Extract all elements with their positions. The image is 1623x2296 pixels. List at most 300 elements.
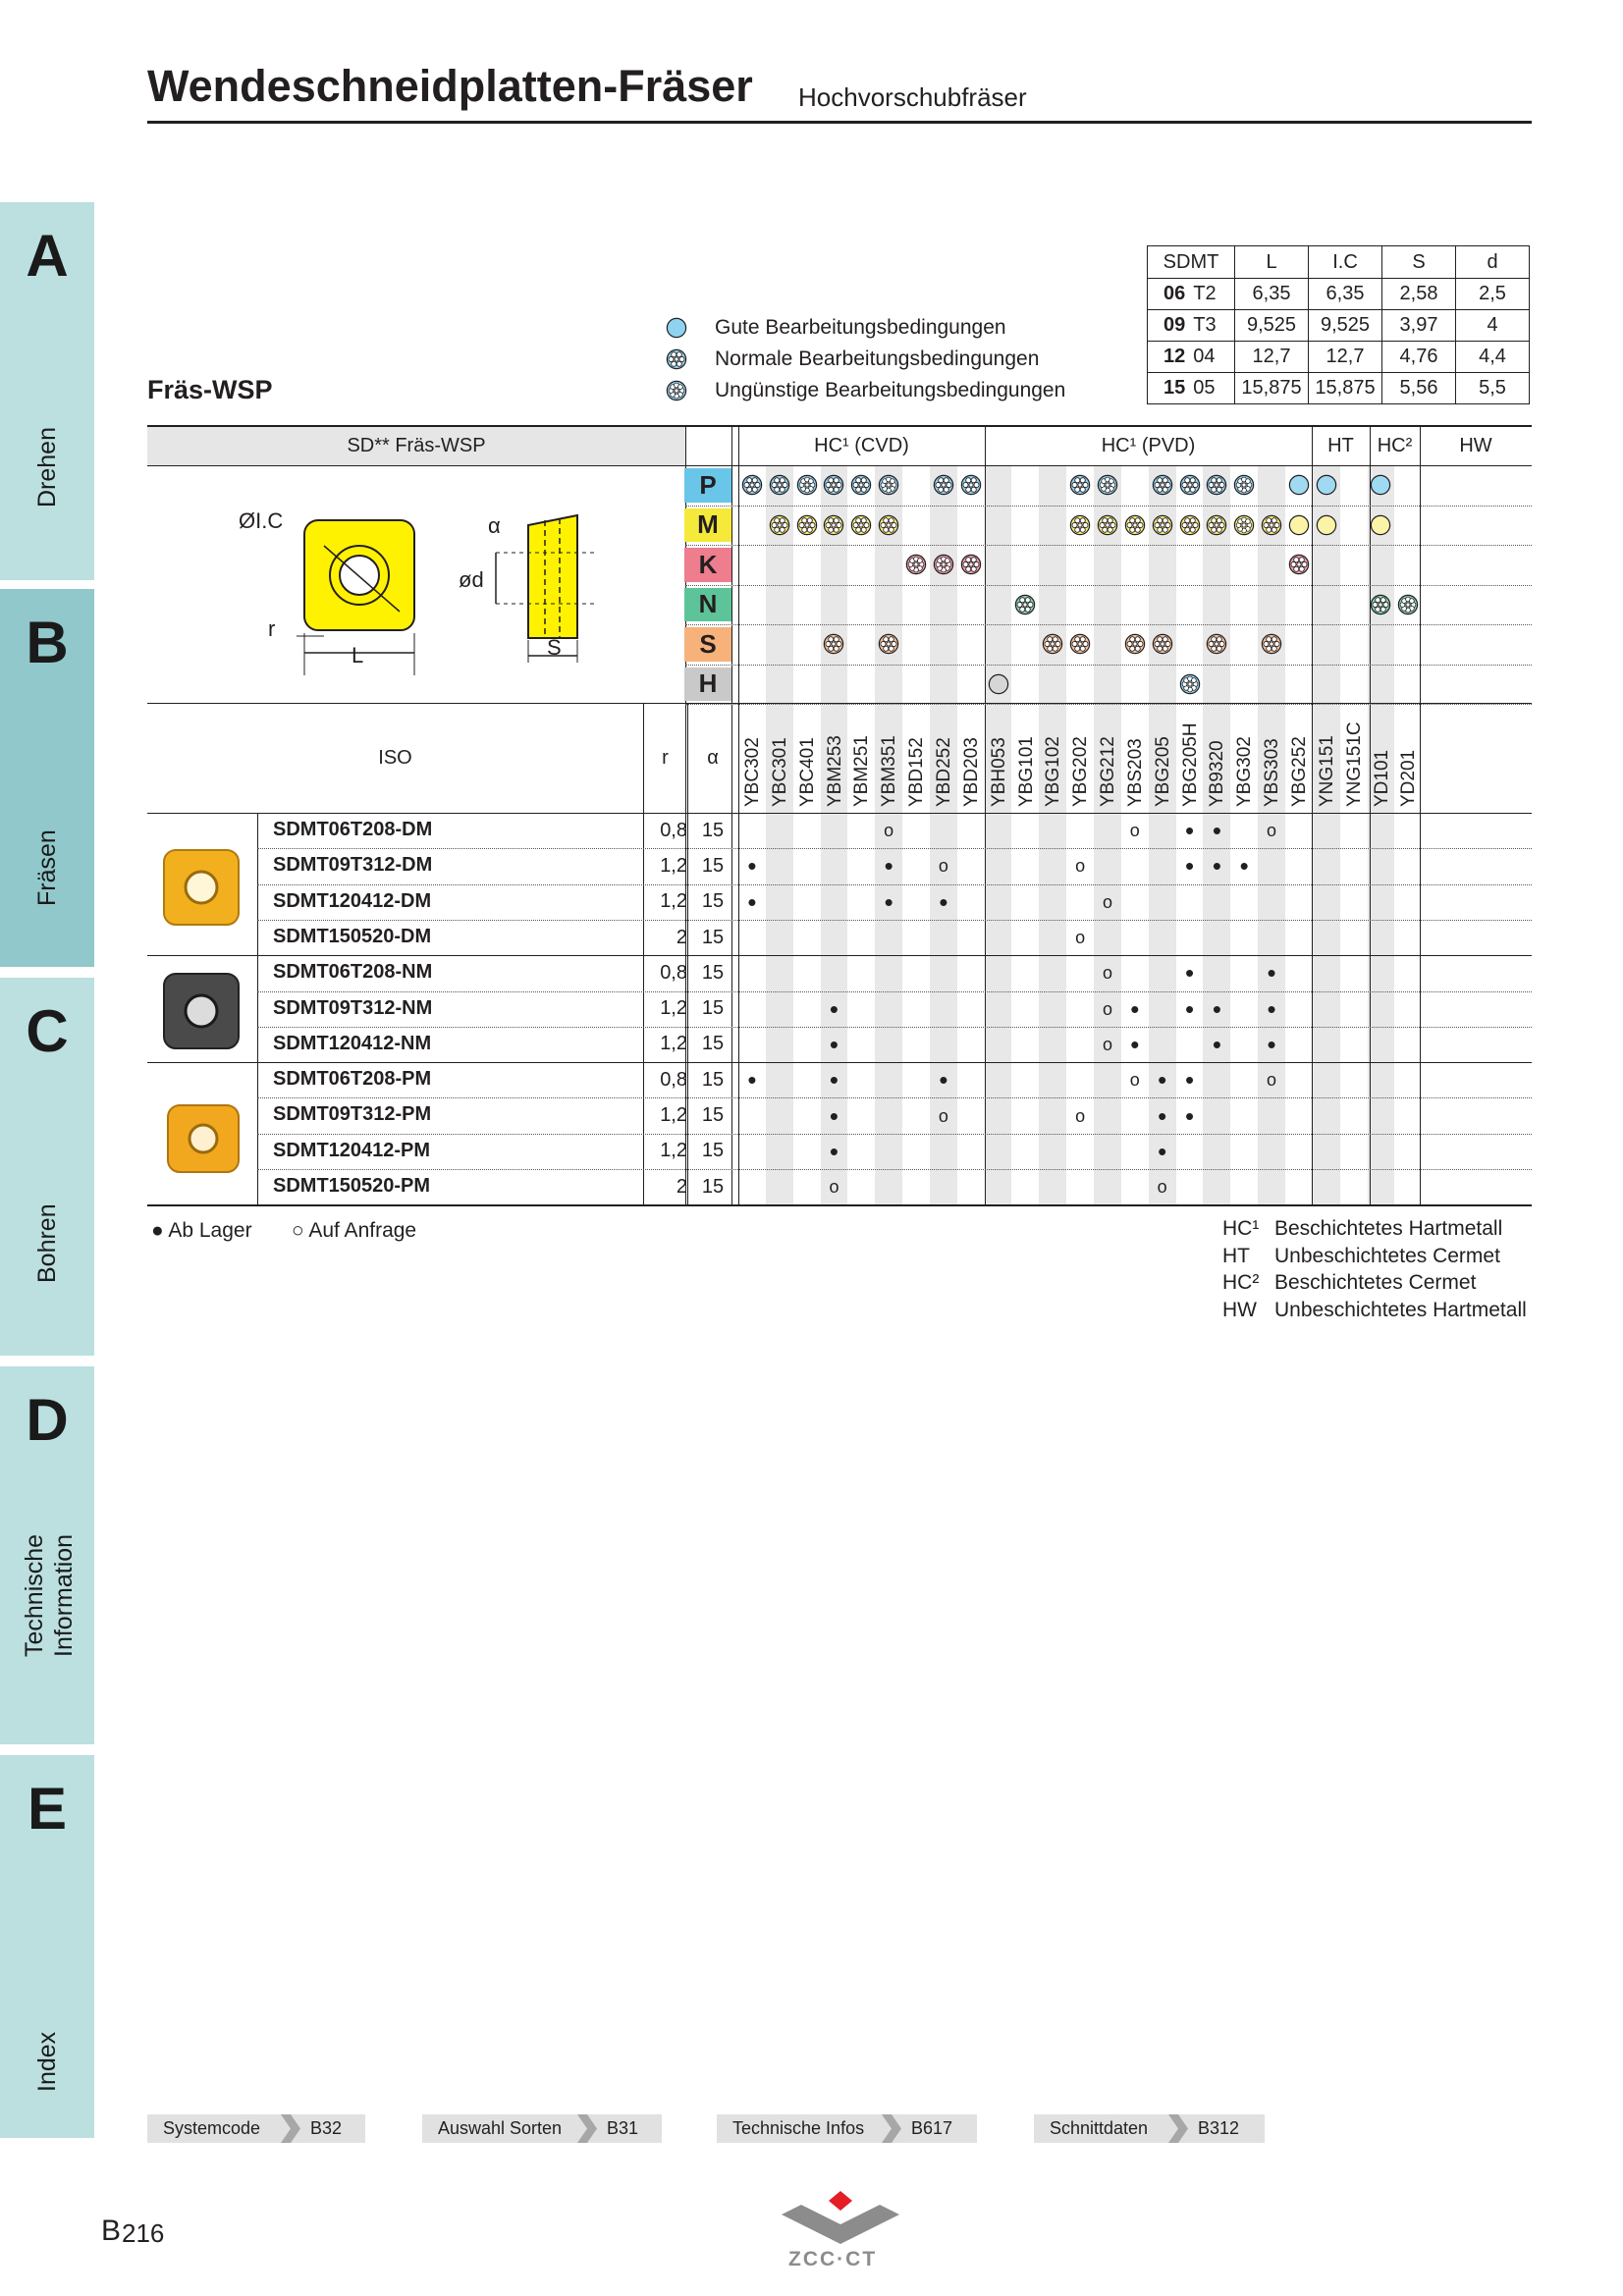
sidebar-tab-name bbox=[32, 2032, 62, 2092]
circle-icon bbox=[666, 317, 687, 339]
grade-name: YBS203 bbox=[1124, 738, 1146, 807]
dims-value-cell: 5,5 bbox=[1456, 373, 1530, 404]
breadcrumb-link[interactable] bbox=[147, 2114, 365, 2143]
breadcrumb-link[interactable] bbox=[1034, 2114, 1265, 2143]
abbreviation-code: HT bbox=[1222, 1244, 1250, 1267]
dims-size: 12 bbox=[1163, 346, 1186, 367]
grade-name: YBG205 bbox=[1152, 736, 1173, 807]
in-stock-mark: • bbox=[1184, 1100, 1195, 1131]
angle-value: 15 bbox=[701, 1104, 725, 1127]
applicability-icon bbox=[1288, 554, 1310, 575]
in-stock-mark: • bbox=[1212, 816, 1221, 846]
in-stock-mark: • bbox=[1130, 993, 1140, 1024]
dims-value-cell: 5,56 bbox=[1382, 373, 1456, 404]
in-stock-mark: • bbox=[1212, 1029, 1221, 1059]
applicability-icon bbox=[960, 554, 982, 575]
page-subtitle: Hochvorschubfräser bbox=[798, 82, 1027, 112]
sidebar-tab-name-line: Index bbox=[33, 2031, 61, 2092]
abbreviation-code: HC¹ bbox=[1222, 1217, 1260, 1240]
applicability-icon bbox=[1152, 474, 1173, 496]
applicability-icon bbox=[1069, 474, 1091, 496]
applicability-icon bbox=[1233, 474, 1255, 496]
shaded-column bbox=[1094, 465, 1121, 1204]
grade-group-header: HC¹ (CVD) bbox=[814, 434, 909, 456]
applicability-icon bbox=[1124, 514, 1146, 536]
dims-value-cell: 15,875 bbox=[1309, 373, 1382, 404]
radius-value: 1,2 bbox=[660, 890, 687, 913]
dims-header-cell: SDMT bbox=[1148, 246, 1235, 279]
angle-value: 15 bbox=[701, 819, 725, 841]
alpha-label: α bbox=[488, 513, 501, 538]
dims-row bbox=[1148, 310, 1530, 342]
applicability-icon bbox=[769, 514, 790, 536]
radius-value: 0,8 bbox=[660, 819, 687, 841]
group-rule bbox=[1370, 426, 1371, 1204]
in-stock-mark: • bbox=[1184, 851, 1195, 881]
on-request-mark: o bbox=[1267, 821, 1277, 841]
dims-header-cell: d bbox=[1456, 246, 1530, 279]
iso-code: SDMT150520-DM bbox=[273, 925, 432, 947]
legend-text: Normale Bearbeitungsbedingungen bbox=[715, 347, 1040, 370]
breadcrumb-link[interactable] bbox=[422, 2114, 662, 2143]
in-stock-mark: • bbox=[1184, 816, 1195, 846]
dims-code: T2 bbox=[1193, 283, 1217, 304]
in-stock-mark: • bbox=[1267, 958, 1276, 988]
dims-size: 06 bbox=[1163, 283, 1186, 304]
dims-value-cell: 12,7 bbox=[1309, 342, 1382, 373]
dims-value-cell: 15,875 bbox=[1235, 373, 1309, 404]
material-row-rule bbox=[685, 545, 1532, 546]
radius-value: 1,2 bbox=[660, 854, 687, 877]
abbreviation-text: Unbeschichtetes Cermet bbox=[1274, 1244, 1500, 1267]
shaded-column bbox=[985, 465, 1012, 1204]
page-number-prefix: B bbox=[101, 2215, 122, 2247]
iso-code: SDMT120412-NM bbox=[273, 1032, 432, 1054]
breadcrumb-label: Systemcode bbox=[163, 2118, 261, 2138]
angle-value: 15 bbox=[701, 997, 725, 1020]
on-request-mark: o bbox=[1075, 856, 1086, 877]
grade-name: YBG202 bbox=[1070, 736, 1092, 807]
grade-name: YNG151C bbox=[1343, 721, 1365, 807]
dims-size-cell bbox=[1148, 279, 1235, 310]
grade-name: YBD203 bbox=[960, 737, 982, 807]
in-stock-mark: • bbox=[1158, 1065, 1167, 1095]
chevron-right-icon bbox=[1166, 2112, 1190, 2145]
angle-value: 15 bbox=[701, 961, 725, 984]
dims-size-cell bbox=[1148, 373, 1235, 404]
applicability-icon bbox=[1097, 474, 1118, 496]
shaded-column bbox=[1368, 465, 1395, 1204]
grade-group-header: HC¹ (PVD) bbox=[1101, 434, 1196, 456]
material-K: K bbox=[684, 548, 731, 582]
material-row-rule bbox=[685, 704, 1532, 705]
dims-value-cell: 3,97 bbox=[1382, 310, 1456, 342]
radius-value: 2 bbox=[676, 926, 687, 948]
sidebar-tab-letter: B bbox=[26, 610, 69, 675]
sidebar-tab-name-line: Drehen bbox=[33, 427, 61, 507]
angle-value: 15 bbox=[701, 890, 725, 913]
applicability-icon bbox=[1152, 633, 1173, 655]
grade-name: YBG212 bbox=[1098, 736, 1119, 807]
abbreviation-text: Beschichtetes Hartmetall bbox=[1274, 1217, 1503, 1240]
insert-photo-pm bbox=[164, 1101, 243, 1176]
page-number: 216 bbox=[122, 2218, 165, 2248]
applicability-icon bbox=[1288, 514, 1310, 536]
in-stock-mark: • bbox=[829, 1100, 839, 1131]
length-label: L bbox=[352, 643, 364, 667]
iso-code: SDMT06T208-DM bbox=[273, 819, 433, 840]
in-stock-mark: • bbox=[1184, 1065, 1195, 1095]
applicability-icon bbox=[1206, 474, 1227, 496]
image-column-rule bbox=[257, 813, 258, 1204]
sidebar-tab-letter: A bbox=[26, 223, 69, 289]
applicability-icon bbox=[1042, 633, 1063, 655]
applicability-icon bbox=[1206, 514, 1227, 536]
section-label: Fräs-WSP bbox=[147, 375, 273, 404]
material-row-rule bbox=[685, 506, 1532, 507]
flower-icon bbox=[666, 348, 687, 370]
dims-value-cell: 9,525 bbox=[1309, 310, 1382, 342]
in-stock-mark: • bbox=[829, 1029, 839, 1059]
applicability-icon bbox=[1233, 514, 1255, 536]
iso-code: SDMT120412-PM bbox=[273, 1139, 431, 1161]
material-row-rule bbox=[685, 624, 1532, 625]
applicability-icon bbox=[1179, 514, 1201, 536]
grade-name: YBD252 bbox=[933, 737, 954, 807]
in-stock-mark: • bbox=[1212, 851, 1221, 881]
grade-name: YBC401 bbox=[796, 737, 818, 807]
grade-name: YBD152 bbox=[906, 737, 928, 807]
sidebar-tab-name bbox=[32, 829, 62, 906]
dense-flower-icon bbox=[666, 380, 687, 401]
applicability-icon bbox=[1370, 594, 1391, 615]
group-row-rule bbox=[147, 955, 1532, 956]
insert-photo-nm bbox=[160, 970, 243, 1052]
dims-value-cell: 2,58 bbox=[1382, 279, 1456, 310]
title-rule bbox=[147, 121, 1532, 124]
in-stock-mark: • bbox=[1267, 1029, 1276, 1059]
applicability-icon bbox=[796, 474, 818, 496]
applicability-icon bbox=[878, 633, 899, 655]
in-stock-mark: • bbox=[1267, 993, 1276, 1024]
dims-value-cell: 4,4 bbox=[1456, 342, 1530, 373]
group-rule bbox=[985, 426, 986, 1204]
rows-top-rule bbox=[147, 813, 1532, 814]
row-rule bbox=[257, 1097, 1532, 1098]
grade-name: YBM253 bbox=[824, 735, 845, 807]
on-request-mark: o bbox=[829, 1177, 839, 1198]
applicability-icon bbox=[988, 673, 1009, 695]
dims-value-cell: 6,35 bbox=[1309, 279, 1382, 310]
breadcrumb-page: B31 bbox=[607, 2118, 639, 2138]
on-request-mark: o bbox=[1075, 1105, 1086, 1126]
in-stock-mark: • bbox=[747, 886, 757, 917]
dims-header-row bbox=[1148, 246, 1530, 279]
dims-row bbox=[1148, 279, 1530, 310]
grade-name: YBH053 bbox=[988, 737, 1009, 807]
in-stock-mark: • bbox=[829, 1065, 839, 1095]
applicability-icon bbox=[1014, 594, 1036, 615]
on-request-mark: o bbox=[938, 1105, 948, 1126]
angle-value: 15 bbox=[701, 1068, 725, 1091]
in-stock-mark: • bbox=[1212, 993, 1221, 1024]
grade-name: YBG302 bbox=[1234, 736, 1256, 807]
shaded-column bbox=[1313, 465, 1340, 1204]
sidebar-tab-name-line: Fräsen bbox=[33, 829, 61, 906]
applicability-icon bbox=[1316, 514, 1337, 536]
in-stock-mark: • bbox=[939, 1065, 948, 1095]
grade-group-header: HT bbox=[1327, 434, 1354, 456]
iso-code: SDMT06T208-PM bbox=[273, 1068, 432, 1091]
applicability-icon bbox=[1316, 474, 1337, 496]
row-rule bbox=[257, 1027, 1532, 1028]
thickness-label: S bbox=[547, 635, 562, 660]
dims-value-cell: 9,525 bbox=[1235, 310, 1309, 342]
grade-name: YBG205H bbox=[1179, 722, 1201, 807]
dimensions-table bbox=[1147, 245, 1530, 404]
iso-code: SDMT06T208-NM bbox=[273, 961, 433, 984]
material-P: P bbox=[684, 468, 731, 503]
applicability-icon bbox=[905, 554, 927, 575]
applicability-icon bbox=[960, 474, 982, 496]
in-stock-mark: • bbox=[1158, 1100, 1167, 1131]
sidebar-tab-name bbox=[20, 1534, 79, 1657]
radius-value: 0,8 bbox=[660, 1068, 687, 1091]
angle-value: 15 bbox=[701, 1033, 725, 1055]
in-stock-mark: • bbox=[747, 1065, 757, 1095]
grade-group-header: HW bbox=[1459, 434, 1492, 456]
grade-name: YD201 bbox=[1398, 749, 1420, 807]
sidebar-tab-1[interactable] bbox=[0, 589, 94, 967]
grade-name: YBC301 bbox=[769, 737, 790, 807]
radius-value: 0,8 bbox=[660, 961, 687, 984]
request-legend: ○ Auf Anfrage bbox=[292, 1219, 417, 1242]
applicability-icon bbox=[769, 474, 790, 496]
shaded-column bbox=[766, 465, 793, 1204]
dims-header-cell: S bbox=[1382, 246, 1456, 279]
sidebar-tab-letter: D bbox=[26, 1387, 69, 1453]
applicability-icon bbox=[1370, 474, 1391, 496]
applicability-icon bbox=[823, 633, 844, 655]
dims-size-cell bbox=[1148, 342, 1235, 373]
abbreviation-code: HC² bbox=[1222, 1271, 1260, 1294]
column-rule bbox=[738, 426, 739, 1204]
table-bottom-rule bbox=[147, 1204, 1532, 1206]
dims-row bbox=[1148, 342, 1530, 373]
grade-name: YBM251 bbox=[851, 735, 873, 807]
row-rule bbox=[257, 1169, 1532, 1170]
in-stock-mark: • bbox=[1184, 958, 1195, 988]
row-rule bbox=[257, 920, 1532, 921]
insert-photo-dm bbox=[160, 846, 243, 929]
applicability-icon bbox=[1152, 514, 1173, 536]
on-request-mark: o bbox=[1102, 891, 1112, 912]
abbreviation-code: HW bbox=[1222, 1298, 1257, 1321]
applicability-icon bbox=[1397, 594, 1419, 615]
applicability-icon bbox=[878, 514, 899, 536]
material-row-rule bbox=[685, 665, 1532, 666]
angle-value: 15 bbox=[701, 1175, 725, 1198]
applicability-icon bbox=[1069, 633, 1091, 655]
iso-header: ISO bbox=[378, 746, 412, 769]
abbreviation-text: Beschichtetes Cermet bbox=[1274, 1271, 1477, 1294]
dims-size-cell bbox=[1148, 310, 1235, 342]
applicability-icon bbox=[741, 474, 763, 496]
grade-name: YB9320 bbox=[1207, 740, 1228, 807]
iso-code: SDMT150520-PM bbox=[273, 1175, 431, 1197]
row-rule bbox=[257, 848, 1532, 849]
applicability-icon bbox=[1179, 474, 1201, 496]
in-stock-mark: • bbox=[829, 993, 839, 1024]
in-stock-mark: • bbox=[939, 886, 948, 917]
grade-group-header: HC² bbox=[1377, 434, 1413, 456]
sidebar-tab-0[interactable] bbox=[0, 202, 94, 580]
in-stock-mark: • bbox=[1158, 1136, 1167, 1166]
angle-value: 15 bbox=[701, 854, 725, 877]
header-rule bbox=[147, 465, 1532, 466]
on-request-mark: o bbox=[1102, 963, 1112, 984]
dims-header-cell: I.C bbox=[1309, 246, 1382, 279]
in-stock-mark: • bbox=[1184, 993, 1195, 1024]
diameter-label: ød bbox=[459, 567, 484, 592]
material-M: M bbox=[684, 508, 731, 543]
on-request-mark: o bbox=[1075, 928, 1086, 948]
applicability-icon bbox=[1124, 633, 1146, 655]
on-request-mark: o bbox=[1157, 1177, 1167, 1198]
radius-value: 1,2 bbox=[660, 1033, 687, 1055]
on-request-mark: o bbox=[884, 821, 894, 841]
sidebar-tab-name bbox=[32, 427, 62, 507]
grade-name: YD101 bbox=[1371, 749, 1392, 807]
grade-name: YBG102 bbox=[1043, 736, 1064, 807]
radius-value: 1,2 bbox=[660, 997, 687, 1020]
applicability-icon bbox=[1179, 673, 1201, 695]
radius-label: r bbox=[268, 616, 276, 641]
breadcrumb-page: B312 bbox=[1198, 2118, 1240, 2138]
logo-text: ZCC·CT bbox=[788, 2248, 878, 2270]
iso-code: SDMT120412-DM bbox=[273, 889, 432, 912]
material-row-rule bbox=[685, 585, 1532, 586]
breadcrumb-page: B32 bbox=[310, 2118, 343, 2138]
on-request-mark: o bbox=[1129, 1070, 1140, 1091]
grade-name: YNG151 bbox=[1316, 735, 1337, 807]
dims-value-cell: 4 bbox=[1456, 310, 1530, 342]
row-rule bbox=[257, 1134, 1532, 1135]
sidebar-tab-name-line: Bohren bbox=[33, 1203, 61, 1283]
radius-value: 2 bbox=[676, 1175, 687, 1198]
type-header: SD** Fräs-WSP bbox=[347, 434, 486, 456]
radius-header: r bbox=[662, 746, 669, 769]
dims-code: 04 bbox=[1193, 346, 1216, 367]
applicability-icon bbox=[1261, 514, 1282, 536]
dims-value-cell: 4,76 bbox=[1382, 342, 1456, 373]
in-stock-mark: • bbox=[884, 886, 893, 917]
group-row-rule bbox=[147, 1062, 1532, 1063]
dims-code: T3 bbox=[1193, 314, 1217, 336]
dims-value-cell: 2,5 bbox=[1456, 279, 1530, 310]
applicability-icon bbox=[823, 474, 844, 496]
on-request-mark: o bbox=[938, 856, 948, 877]
sidebar-tab-name bbox=[32, 1203, 62, 1283]
chevron-right-icon bbox=[575, 2112, 599, 2145]
shaded-column bbox=[1039, 465, 1066, 1204]
iso-code: SDMT09T312-PM bbox=[273, 1103, 432, 1126]
dims-header-cell: L bbox=[1235, 246, 1309, 279]
material-S: S bbox=[684, 627, 731, 662]
iso-code: SDMT09T312-DM bbox=[273, 854, 433, 877]
row-rule bbox=[257, 991, 1532, 992]
grade-name: YBG101 bbox=[1015, 736, 1037, 807]
in-stock-mark: • bbox=[747, 851, 757, 881]
angle-value: 15 bbox=[701, 1140, 725, 1162]
dims-value-cell: 12,7 bbox=[1235, 342, 1309, 373]
grade-name: YBC302 bbox=[742, 737, 763, 807]
chevron-right-icon bbox=[880, 2112, 903, 2145]
iso-code: SDMT09T312-NM bbox=[273, 996, 433, 1019]
breadcrumb-link[interactable] bbox=[717, 2114, 977, 2143]
applicability-icon bbox=[878, 474, 899, 496]
sidebar-tab-name-line: Information bbox=[50, 1533, 78, 1657]
applicability-icon bbox=[1069, 514, 1091, 536]
grade-name: YBM351 bbox=[879, 735, 900, 807]
sidebar-tab-letter: C bbox=[26, 998, 69, 1064]
applicability-icon bbox=[1288, 474, 1310, 496]
angle-value: 15 bbox=[701, 926, 725, 948]
on-request-mark: o bbox=[1102, 998, 1112, 1019]
dims-value-cell: 6,35 bbox=[1235, 279, 1309, 310]
applicability-icon bbox=[823, 514, 844, 536]
dims-size: 09 bbox=[1163, 314, 1186, 336]
in-stock-mark: • bbox=[884, 851, 893, 881]
applicability-icon bbox=[796, 514, 818, 536]
legend-text: Gute Bearbeitungsbedingungen bbox=[715, 316, 1006, 339]
legend-text: Ungünstige Bearbeitungsbedingungen bbox=[715, 379, 1066, 401]
sidebar-tab-letter: E bbox=[27, 1776, 68, 1842]
in-stock-mark: • bbox=[1130, 1029, 1140, 1059]
applicability-icon bbox=[933, 474, 954, 496]
page-title: Wendeschneidplatten-Fräser bbox=[147, 61, 753, 111]
material-N: N bbox=[684, 588, 731, 622]
sidebar-tab-2[interactable] bbox=[0, 978, 94, 1356]
group-rule bbox=[1312, 426, 1313, 1204]
abbreviation-text: Unbeschichtetes Hartmetall bbox=[1274, 1298, 1527, 1321]
applicability-icon bbox=[1261, 633, 1282, 655]
applicability-icon bbox=[1097, 514, 1118, 536]
applicability-icon bbox=[1370, 514, 1391, 536]
grade-name: YBG252 bbox=[1289, 736, 1310, 807]
applicability-icon bbox=[850, 514, 872, 536]
stock-legend: ● Ab Lager bbox=[151, 1219, 252, 1242]
chevron-right-icon bbox=[279, 2112, 302, 2145]
radius-value: 1,2 bbox=[660, 1140, 687, 1162]
sidebar-tab-4[interactable] bbox=[0, 1755, 94, 2138]
breadcrumb-label: Schnittdaten bbox=[1050, 2118, 1149, 2138]
in-stock-mark: • bbox=[829, 1136, 839, 1166]
on-request-mark: o bbox=[1102, 1034, 1112, 1054]
on-request-mark: o bbox=[1267, 1070, 1277, 1091]
breadcrumb-page: B617 bbox=[911, 2118, 953, 2138]
breadcrumb-label: Auswahl Sorten bbox=[438, 2118, 563, 2138]
dims-row bbox=[1148, 373, 1530, 404]
group-rule bbox=[1420, 426, 1421, 1204]
row-rule bbox=[257, 884, 1532, 885]
applicability-icon bbox=[1206, 633, 1227, 655]
sidebar-tab-3[interactable] bbox=[0, 1366, 94, 1744]
radius-value: 1,2 bbox=[660, 1104, 687, 1127]
grade-name: YBS303 bbox=[1262, 738, 1283, 807]
on-request-mark: o bbox=[1129, 821, 1140, 841]
material-H: H bbox=[684, 667, 731, 702]
